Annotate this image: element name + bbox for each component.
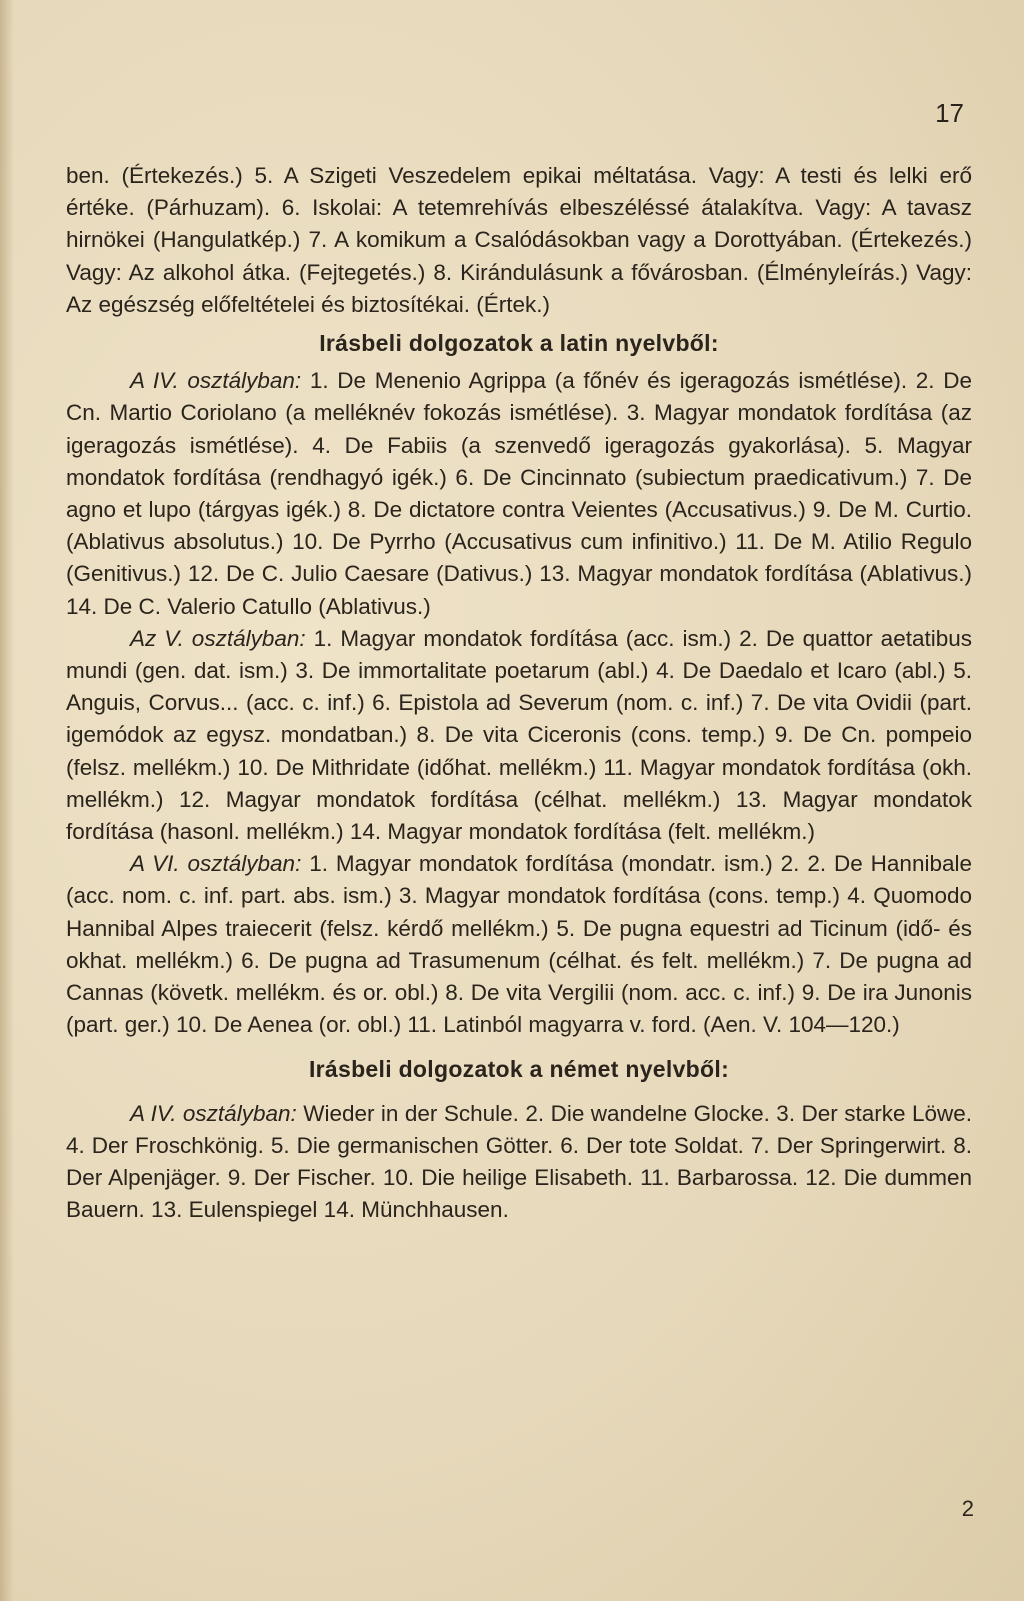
signature-mark: 2 <box>961 1496 974 1521</box>
latin-class-vi-paragraph <box>66 848 972 1041</box>
german-section-title: Irásbeli dolgozatok a német nyelvből: <box>308 1056 730 1083</box>
german-class-iv-text: Wieder in der Schule. 2. Die wandelne Glocke. 3. Der starke Löwe. 4. Der Froschkönig. 5. Die germanischen Götter. 6. Der tote Soldat. 7. Der Springerwirt. 8. Der Alpenjäger. 9. Der Fischer. 10. Die heilige Elisabeth. 11. Barbarossa. 12. Die dummen Bauern. 13. Eulenspiegel 14. Münchhausen. <box>66 1100 972 1223</box>
latin-class-vi-text: 1. Magyar mondatok fordítása (mondatr. ism.) 2. 2. De Hannibale (acc. nom. c. inf. part. abs. ism.) 3. Magyar mondatok fordítása (cons. temp.) 4. Quomodo Hannibal Alpes traiecerit (felsz. kérdő mellékm.) 5. De pugna equestri ad Ticinum (idő- és okhat. mellékm.) 6. De pugna ad Trasumenum (célhat. és felt. mellékm.) 7. De pugna ad Cannas (követk. mellékm. és or. obl.) 8. De vita Vergilii (nom. acc. c. inf.) 9. De ira Junonis (part. ger.) 10. De Aenea (or. obl.) 11. Latinból magyarra v. ford. (Aen. V. 104—120.) <box>66 851 972 1038</box>
page-number: 17 <box>935 98 964 128</box>
latin-class-v-label: Az V. osztályban: <box>130 625 306 651</box>
latin-class-iv-label: A IV. osztályban: <box>130 368 302 394</box>
latin-class-v-paragraph <box>66 623 972 848</box>
german-class-iv-paragraph <box>66 1098 972 1227</box>
page-edge-shadow <box>0 0 14 1601</box>
german-class-iv-label: A IV. osztályban: <box>130 1100 297 1126</box>
intro-paragraph: ben. (Értekezés.) 5. A Szigeti Veszedelem epikai méltatása. Vagy: A testi és lelki erő értéke. (Párhuzam). 6. Iskolai: A tetemrehívás elbeszéléssé átalakítva. Vagy: A tavasz hirnökei (Hangulatkép.) 7. A komikum a Csalódásokban vagy a Dorottyában. (Értekezés.) Vagy: Az alkohol átka. (Fejtegetés.) 8. Kirándulásunk a fővárosban. (Élményleírás.) Vagy: Az egészség előfeltételei és biztosítékai. (Értek.) <box>66 163 972 317</box>
latin-section-title: Irásbeli dolgozatok a latin nyelvből: <box>319 330 719 357</box>
latin-class-vi-label: A VI. osztályban: <box>130 851 302 877</box>
latin-class-v-text: 1. Magyar mondatok fordítása (acc. ism.) 2. De quattor aetatibus mundi (gen. dat. ism.) 3. De immortalitate poetarum (abl.) 4. De Daedalo et Icaro (abl.) 5. Anguis, Corvus... (acc. c. inf.) 6. Epistola ad Severum (nom. c. inf.) 7. De vita Ovidii (part. igemódok az egysz. mondatban.) 8. De vita Ciceronis (cons. temp.) 9. De Cn. pompeio (felsz. mellékm.) 10. De Mithridate (időhat. mellékm.) 11. Magyar mondatok fordítása (okh. mellékm.) 12. Magyar mondatok fordítása (célhat. mellékm.) 13. Magyar mondatok fordítása (hasonl. mellékm.) 14. Magyar mondatok fordítása (felt. mellékm.) <box>66 625 972 845</box>
latin-class-iv-paragraph <box>66 365 972 623</box>
latin-class-iv-text: 1. De Menenio Agrippa (a főnév és igeragozás ismétlése). 2. De Cn. Martio Coriolano (a melléknév fokozás ismétlése). 3. Magyar mondatok fordítása (az igeragozás ismétlése). 4. De Fabiis (a szenvedő igeragozás gyakorlása). 5. Magyar mondatok fordítása (rendhagyó igék.) 6. De Cincinnato (subiectum praedicativum.) 7. De agno et lupo (tárgyas igék.) 8. De dictatore contra Veientes (Accusativus.) 9. De M. Curtio. (Ablativus absolutus.) 10. De Pyrrho (Accusativus cum infinitivo.) 11. De M. Atilio Regulo (Genitivus.) 12. De C. Julio Caesare (Dativus.) 13. Magyar mondatok fordítása (Ablativus.) 14. De C. Valerio Catullo (Ablativus.) <box>66 368 972 619</box>
page-content <box>66 160 972 1227</box>
